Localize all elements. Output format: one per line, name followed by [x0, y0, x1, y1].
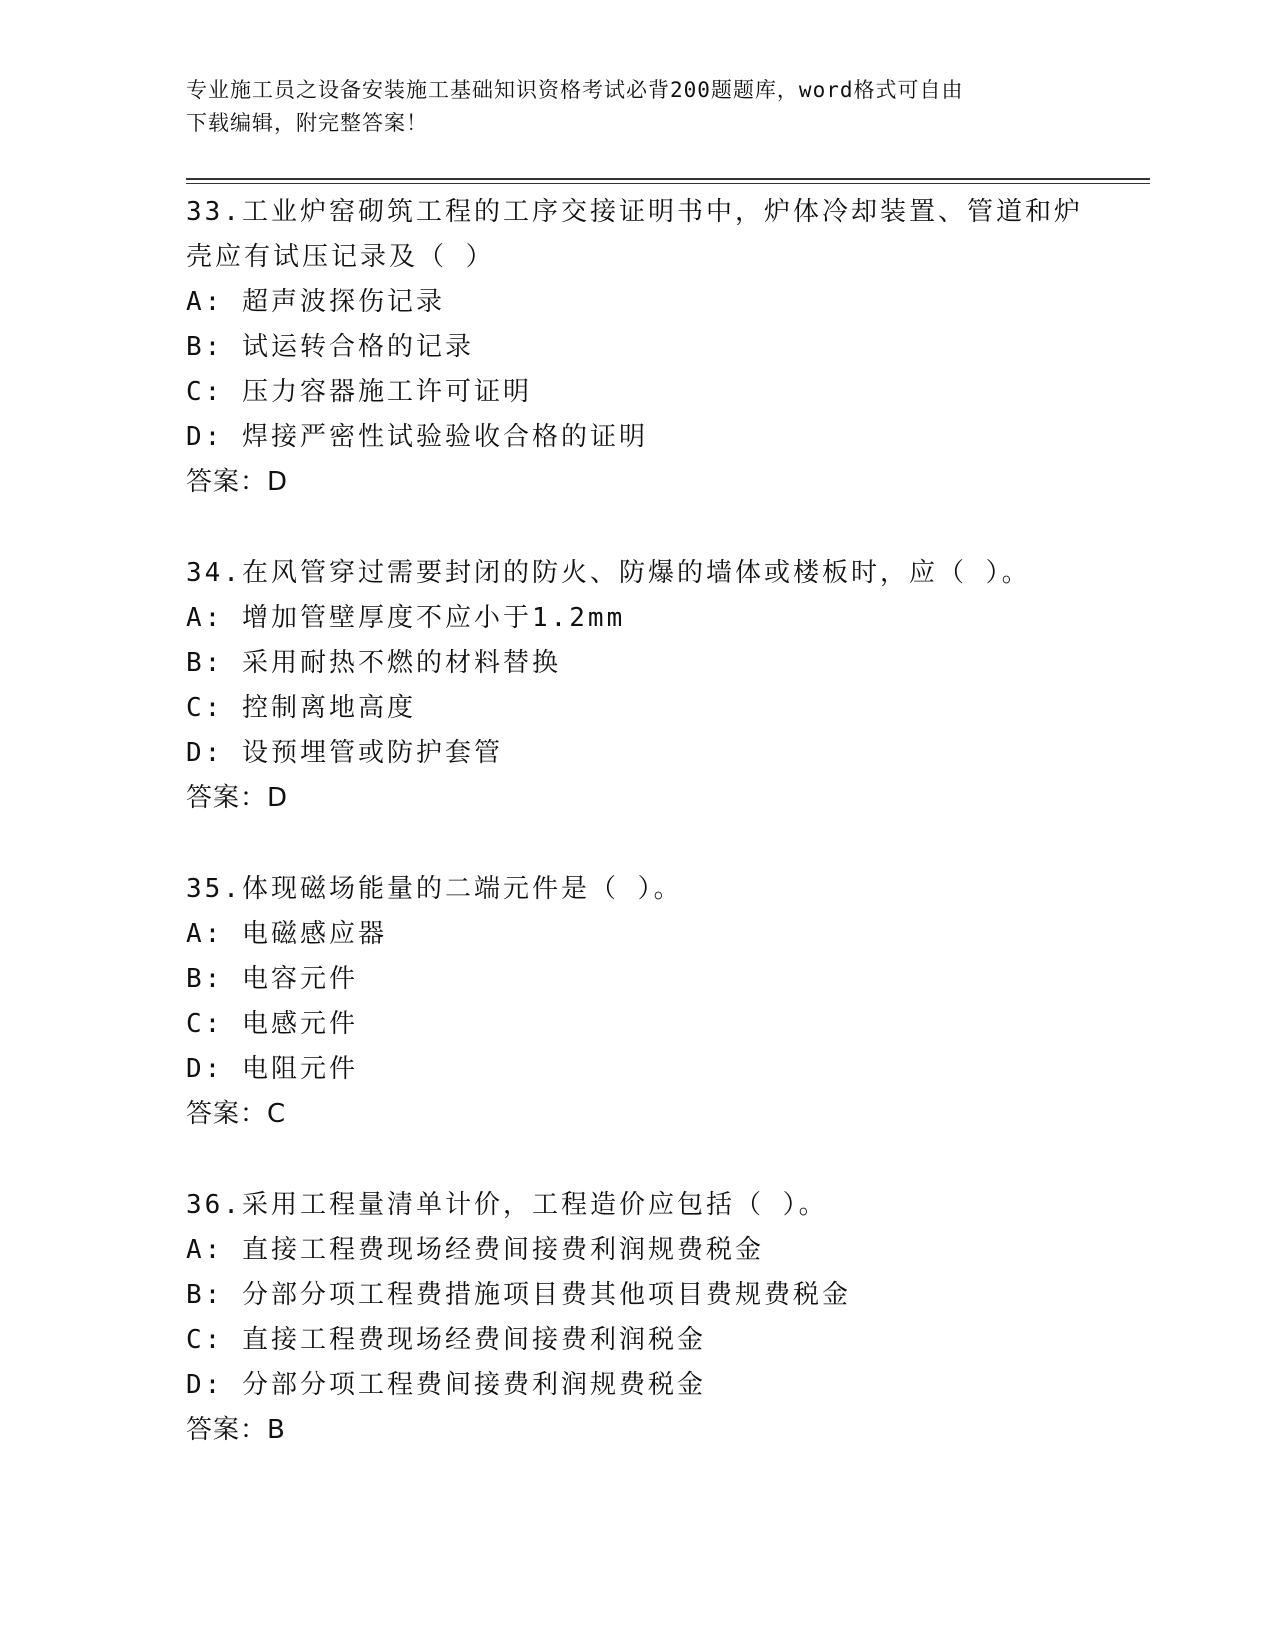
- option-a: A: 增加管壁厚度不应小于1.2mm: [186, 603, 626, 633]
- option-a: A: 直接工程费现场经费间接费利润规费税金: [186, 1235, 764, 1265]
- option-d: D: 设预埋管或防护套管: [186, 738, 503, 768]
- question-spacer: [186, 505, 1146, 551]
- question-stem: 33.工业炉窑砌筑工程的工序交接证明书中，炉体冷却装置、管道和炉: [186, 197, 1083, 227]
- option-a: A: 电磁感应器: [186, 919, 387, 949]
- answer: 答案：D: [186, 783, 289, 813]
- option-d: D: 焊接严密性试验验收合格的证明: [186, 422, 648, 452]
- question-stem-continued: 壳应有试压记录及（ ）: [186, 242, 495, 272]
- option-d: D: 电阻元件: [186, 1054, 358, 1084]
- header-divider-thin: [186, 183, 1150, 184]
- question-list: [186, 190, 1146, 1453]
- question-spacer: [186, 821, 1146, 867]
- answer: 答案：C: [186, 1099, 287, 1129]
- question-35: [186, 867, 1146, 1137]
- answer: 答案：B: [186, 1415, 286, 1445]
- question-stem: 34.在风管穿过需要封闭的防火、防爆的墙体或楼板时，应（ ）。: [186, 558, 1031, 588]
- question-stem: 36.采用工程量清单计价，工程造价应包括（ ）。: [186, 1190, 828, 1220]
- header-line-1: 专业施工员之设备安装施工基础知识资格考试必背200题题库，word格式可自由: [186, 78, 964, 102]
- question-33: [186, 190, 1146, 505]
- header-divider-thick: [186, 178, 1150, 180]
- option-c: C: 压力容器施工许可证明: [186, 377, 532, 407]
- answer: 答案：D: [186, 467, 289, 497]
- option-b: B: 试运转合格的记录: [186, 332, 474, 362]
- question-stem: 35.体现磁场能量的二端元件是（ ）。: [186, 874, 683, 904]
- option-d: D: 分部分项工程费间接费利润规费税金: [186, 1370, 706, 1400]
- document-header: [186, 74, 1066, 140]
- question-spacer: [186, 1137, 1146, 1183]
- option-b: B: 采用耐热不燃的材料替换: [186, 648, 561, 678]
- option-c: C: 控制离地高度: [186, 693, 416, 723]
- question-36: [186, 1183, 1146, 1453]
- option-b: B: 电容元件: [186, 964, 358, 994]
- option-c: C: 电感元件: [186, 1009, 358, 1039]
- option-a: A: 超声波探伤记录: [186, 287, 445, 317]
- header-line-2: 下载编辑，附完整答案！: [186, 111, 428, 135]
- option-c: C: 直接工程费现场经费间接费利润税金: [186, 1325, 706, 1355]
- question-34: [186, 551, 1146, 821]
- option-b: B: 分部分项工程费措施项目费其他项目费规费税金: [186, 1280, 851, 1310]
